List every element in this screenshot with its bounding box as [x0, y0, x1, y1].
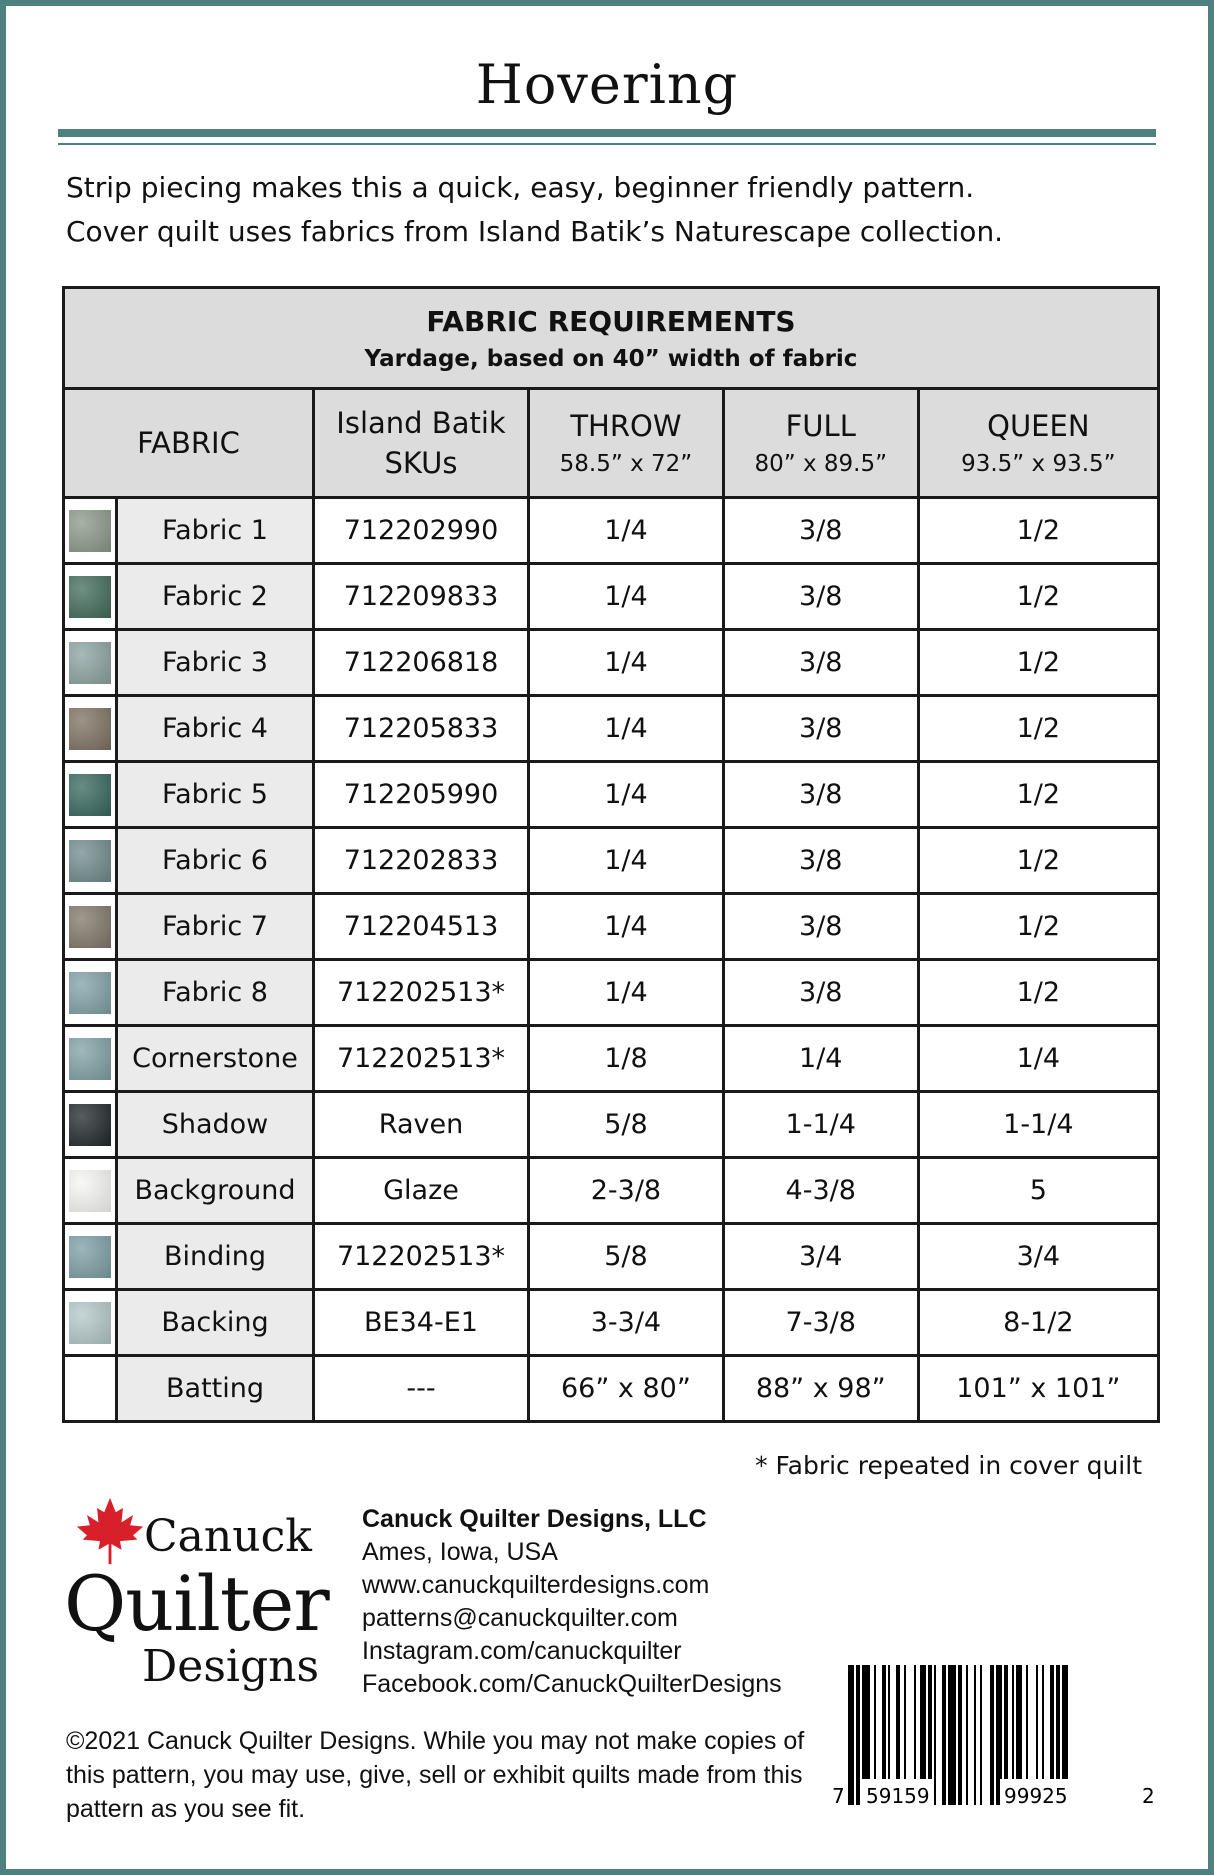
table-row — [64, 828, 1159, 894]
fabric-name: Fabric 4 — [117, 696, 314, 762]
fabric-swatch-icon — [69, 1236, 111, 1278]
swatch-cell — [64, 1092, 117, 1158]
throw-yardage: 1/8 — [529, 1026, 724, 1092]
swatch-cell — [64, 828, 117, 894]
barcode-bar — [958, 1665, 962, 1805]
fabric-swatch-icon — [69, 1170, 111, 1212]
fabric-name: Fabric 6 — [117, 828, 314, 894]
fabric-swatch-icon — [69, 1104, 111, 1146]
column-header-fabric — [64, 389, 314, 498]
full-yardage: 3/8 — [723, 630, 918, 696]
fabric-name: Fabric 7 — [117, 894, 314, 960]
throw-yardage: 1/4 — [529, 696, 724, 762]
fabric-swatch-icon — [69, 708, 111, 750]
table-row — [64, 1026, 1159, 1092]
copyright-notice: ©2021 Canuck Quilter Designs. While you may not make copies of this pattern, you may use, give, sell or exhibit quilts made from this pattern as you see fit. — [66, 1727, 805, 1823]
fabric-swatch-icon — [69, 1302, 111, 1344]
company-location: Ames, Iowa, USA — [362, 1538, 558, 1566]
swatch-cell — [64, 1356, 117, 1422]
column-header-label: QUEEN — [987, 409, 1090, 443]
logo-word: Quilter — [64, 1559, 329, 1648]
throw-yardage: 5/8 — [529, 1224, 724, 1290]
throw-yardage: 1/4 — [529, 762, 724, 828]
queen-yardage: 1/2 — [918, 630, 1158, 696]
column-header-label: FABRIC — [137, 426, 240, 460]
column-header-size: 93.5” x 93.5” — [961, 451, 1116, 477]
swatch-cell — [64, 1026, 117, 1092]
full-yardage: 3/8 — [723, 564, 918, 630]
queen-yardage: 1/2 — [918, 498, 1158, 564]
queen-yardage: 1/2 — [918, 762, 1158, 828]
barcode-digits-check: 2 — [1142, 1784, 1155, 1808]
column-header-size: 80” x 89.5” — [754, 451, 888, 477]
queen-yardage: 8-1/2 — [918, 1290, 1158, 1356]
fabric-sku: 712204513 — [314, 894, 529, 960]
company-website-link[interactable]: www.canuckquilterdesigns.com — [362, 1571, 710, 1599]
swatch-cell — [64, 1224, 117, 1290]
full-yardage: 1-1/4 — [723, 1092, 918, 1158]
intro-line: Cover quilt uses fabrics from Island Batik’s Naturescape collection. — [66, 215, 1004, 248]
full-yardage: 4-3/8 — [723, 1158, 918, 1224]
fabric-swatch-icon — [69, 510, 111, 552]
logo-word: Canuck — [144, 1511, 312, 1562]
fabric-name: Binding — [117, 1224, 314, 1290]
fabric-requirements-table — [62, 286, 1160, 1423]
barcode — [828, 1661, 1158, 1821]
queen-yardage: 1/2 — [918, 564, 1158, 630]
intro-text — [66, 166, 1003, 254]
fabric-name: Fabric 8 — [117, 960, 314, 1026]
company-email-link[interactable]: patterns@canuckquilter.com — [362, 1604, 678, 1632]
column-header-label: Island Batik — [336, 406, 506, 440]
table-row — [64, 1290, 1159, 1356]
barcode-bar — [948, 1665, 956, 1805]
table-row — [64, 1224, 1159, 1290]
queen-yardage: 1/2 — [918, 828, 1158, 894]
intro-line: Strip piecing makes this a quick, easy, beginner friendly pattern. — [66, 171, 975, 204]
throw-yardage: 1/4 — [529, 828, 724, 894]
table-row — [64, 696, 1159, 762]
throw-yardage: 5/8 — [529, 1092, 724, 1158]
full-yardage: 3/8 — [723, 498, 918, 564]
throw-yardage: 1/4 — [529, 630, 724, 696]
throw-yardage: 2-3/8 — [529, 1158, 724, 1224]
company-logo — [64, 1491, 334, 1691]
fabric-name: Cornerstone — [117, 1026, 314, 1092]
swatch-cell — [64, 762, 117, 828]
barcode-bar — [942, 1665, 946, 1805]
full-yardage: 3/4 — [723, 1224, 918, 1290]
swatch-cell — [64, 1158, 117, 1224]
queen-yardage: 1/2 — [918, 960, 1158, 1026]
table-row — [64, 762, 1159, 828]
full-yardage: 1/4 — [723, 1026, 918, 1092]
fabric-rows — [64, 498, 1159, 1422]
full-yardage: 3/8 — [723, 828, 918, 894]
barcode-bar — [966, 1665, 968, 1805]
fabric-sku: 712205990 — [314, 762, 529, 828]
barcode-bar — [980, 1665, 982, 1805]
queen-yardage: 5 — [918, 1158, 1158, 1224]
fabric-sku: 712202833 — [314, 828, 529, 894]
fabric-sku: 712202990 — [314, 498, 529, 564]
barcode-bar — [848, 1665, 854, 1805]
swatch-cell — [64, 696, 117, 762]
table-row — [64, 630, 1159, 696]
full-yardage: 3/8 — [723, 960, 918, 1026]
company-instagram-link[interactable]: Instagram.com/canuckquilter — [362, 1637, 682, 1665]
column-header-throw — [529, 389, 724, 498]
fabric-name: Fabric 2 — [117, 564, 314, 630]
throw-yardage: 1/4 — [529, 894, 724, 960]
full-yardage: 7-3/8 — [723, 1290, 918, 1356]
swatch-cell — [64, 630, 117, 696]
column-header-label: FULL — [785, 409, 856, 443]
full-yardage: 3/8 — [723, 696, 918, 762]
fabric-sku: 712202513* — [314, 960, 529, 1026]
column-header-full — [723, 389, 918, 498]
footnote: * Fabric repeated in cover quilt — [755, 1451, 1142, 1480]
queen-yardage: 1-1/4 — [918, 1092, 1158, 1158]
fabric-swatch-icon — [69, 1038, 111, 1080]
fabric-sku: 712202513* — [314, 1224, 529, 1290]
fabric-swatch-icon — [69, 576, 111, 618]
column-header-label: THROW — [570, 409, 682, 443]
fabric-name: Shadow — [117, 1092, 314, 1158]
throw-yardage: 1/4 — [529, 564, 724, 630]
queen-yardage: 1/2 — [918, 894, 1158, 960]
fabric-name: Fabric 5 — [117, 762, 314, 828]
barcode-digits-group2: 99925 — [1004, 1784, 1068, 1808]
table-heading-subtitle: Yardage, based on 40” width of fabric — [364, 345, 858, 372]
barcode-bar — [974, 1665, 976, 1805]
fabric-swatch-icon — [69, 840, 111, 882]
table-row — [64, 960, 1159, 1026]
maple-leaf-icon — [74, 1495, 146, 1567]
column-header-row — [64, 389, 1159, 498]
barcode-bar — [990, 1665, 994, 1805]
queen-yardage: 3/4 — [918, 1224, 1158, 1290]
throw-yardage: 3-3/4 — [529, 1290, 724, 1356]
swatch-cell — [64, 498, 117, 564]
company-name: Canuck Quilter Designs, LLC — [362, 1505, 707, 1533]
column-header-sku — [314, 389, 529, 498]
fabric-sku: 712209833 — [314, 564, 529, 630]
logo-word: Designs — [142, 1641, 320, 1692]
fabric-swatch-icon — [69, 906, 111, 948]
swatch-cell — [64, 564, 117, 630]
full-yardage: 88” x 98” — [723, 1356, 918, 1422]
fabric-sku: Glaze — [314, 1158, 529, 1224]
fabric-name: Fabric 3 — [117, 630, 314, 696]
title-divider — [58, 129, 1156, 137]
table-row — [64, 1092, 1159, 1158]
fabric-swatch-icon — [69, 972, 111, 1014]
fabric-name: Fabric 1 — [117, 498, 314, 564]
queen-yardage: 1/4 — [918, 1026, 1158, 1092]
throw-yardage: 1/4 — [529, 498, 724, 564]
table-row — [64, 498, 1159, 564]
throw-yardage: 1/4 — [529, 960, 724, 1026]
fabric-swatch-icon — [69, 642, 111, 684]
barcode-bar — [856, 1665, 860, 1805]
table-heading-row — [64, 288, 1159, 389]
barcode-digits-lead: 7 — [832, 1784, 845, 1808]
title-divider-thin — [58, 143, 1156, 145]
column-header-size: 58.5” x 72” — [559, 451, 693, 477]
table-heading-title: FABRIC REQUIREMENTS — [426, 304, 796, 338]
table-row — [64, 1356, 1159, 1422]
fabric-swatch-icon — [69, 774, 111, 816]
swatch-cell — [64, 894, 117, 960]
fabric-sku: --- — [314, 1356, 529, 1422]
full-yardage: 3/8 — [723, 762, 918, 828]
throw-yardage: 66” x 80” — [529, 1356, 724, 1422]
fabric-name: Backing — [117, 1290, 314, 1356]
fabric-name: Background — [117, 1158, 314, 1224]
table-heading — [64, 288, 1159, 389]
swatch-cell — [64, 960, 117, 1026]
column-header-queen — [918, 389, 1158, 498]
swatch-cell — [64, 1290, 117, 1356]
fabric-name: Batting — [117, 1356, 314, 1422]
fabric-sku: BE34-E1 — [314, 1290, 529, 1356]
table-row — [64, 894, 1159, 960]
company-info — [362, 1503, 802, 1701]
queen-yardage: 1/2 — [918, 696, 1158, 762]
company-facebook-link[interactable]: Facebook.com/CanuckQuilterDesigns — [362, 1670, 782, 1698]
column-header-label: SKUs — [384, 446, 458, 480]
barcode-bar — [934, 1665, 936, 1805]
fabric-sku: Raven — [314, 1092, 529, 1158]
barcode-digits-group1: 59159 — [866, 1784, 930, 1808]
page-title: Hovering — [475, 53, 739, 116]
queen-yardage: 101” x 101” — [918, 1356, 1158, 1422]
table-row — [64, 564, 1159, 630]
fabric-sku: 712205833 — [314, 696, 529, 762]
fabric-sku: 712206818 — [314, 630, 529, 696]
table-row — [64, 1158, 1159, 1224]
fabric-sku: 712202513* — [314, 1026, 529, 1092]
full-yardage: 3/8 — [723, 894, 918, 960]
